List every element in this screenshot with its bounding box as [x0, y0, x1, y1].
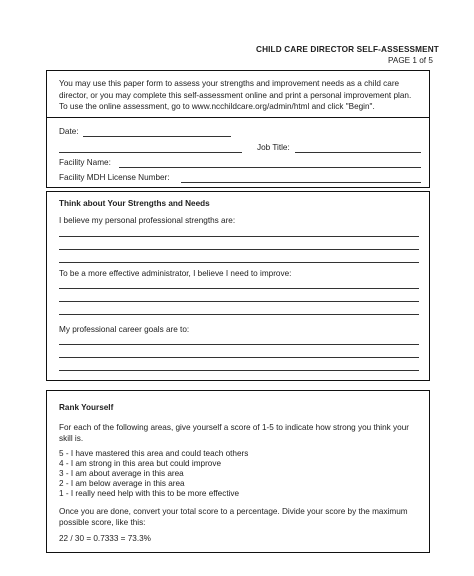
improve-answer-line[interactable]	[59, 301, 419, 302]
rank-heading: Rank Yourself	[59, 403, 114, 412]
improve-prompt: To be a more effective administrator, I believe I need to improve:	[59, 269, 292, 278]
intro-paragraph: You may use this paper form to assess your strengths and improvement needs as a child care director, or you may complete this self-assessment online and print a personal improvement plan. To use the online assessment, go to www.ncchildcare.org/admin/html and click "Begin".	[59, 79, 412, 112]
intro-box	[46, 70, 430, 188]
page-number: PAGE 1 of 5	[388, 56, 433, 65]
strengths-prompt: I believe my personal professional strengths are:	[59, 216, 236, 225]
job-title-field[interactable]	[295, 152, 421, 153]
goals-prompt: My professional career goals are to:	[59, 325, 190, 334]
score-example: 22 / 30 = 0.7333 = 73.3%	[59, 534, 151, 543]
strengths-answer-line[interactable]	[59, 262, 419, 263]
page-title: CHILD CARE DIRECTOR SELF-ASSESSMENT	[256, 45, 439, 54]
strengths-answer-line[interactable]	[59, 249, 419, 250]
goals-answer-line[interactable]	[59, 344, 419, 345]
goals-answer-line[interactable]	[59, 370, 419, 371]
facility-name-label: Facility Name:	[59, 158, 111, 167]
scale-item: 5 - I have mastered this area and could teach others	[59, 449, 249, 458]
scale-item: 1 - I really need help with this to be more effective	[59, 489, 240, 498]
conversion-instructions: Once you are done, convert your total score to a percentage. Divide your score by the maximum possible score, like this:	[59, 507, 408, 527]
intro-divider	[47, 117, 429, 118]
improve-answer-line[interactable]	[59, 314, 419, 315]
scale-item: 2 - I am below average in this area	[59, 479, 185, 488]
license-number-label: Facility MDH License Number:	[59, 173, 170, 182]
job-title-label: Job Title:	[257, 143, 290, 152]
license-number-field[interactable]	[181, 182, 421, 183]
improve-answer-line[interactable]	[59, 288, 419, 289]
date-label: Date:	[59, 127, 79, 136]
date-field[interactable]	[83, 136, 231, 137]
scale-item: 4 - I am strong in this area but could improve	[59, 459, 222, 468]
rank-instructions: For each of the following areas, give yourself a score of 1-5 to indicate how strong you think your skill is.	[59, 423, 409, 443]
strengths-answer-line[interactable]	[59, 236, 419, 237]
scale-item: 3 - I am about average in this area	[59, 469, 184, 478]
name-field[interactable]	[59, 152, 242, 153]
strengths-heading: Think about Your Strengths and Needs	[59, 199, 210, 208]
goals-answer-line[interactable]	[59, 357, 419, 358]
rank-box	[46, 390, 430, 553]
facility-name-field[interactable]	[119, 167, 421, 168]
strengths-box	[46, 191, 430, 381]
